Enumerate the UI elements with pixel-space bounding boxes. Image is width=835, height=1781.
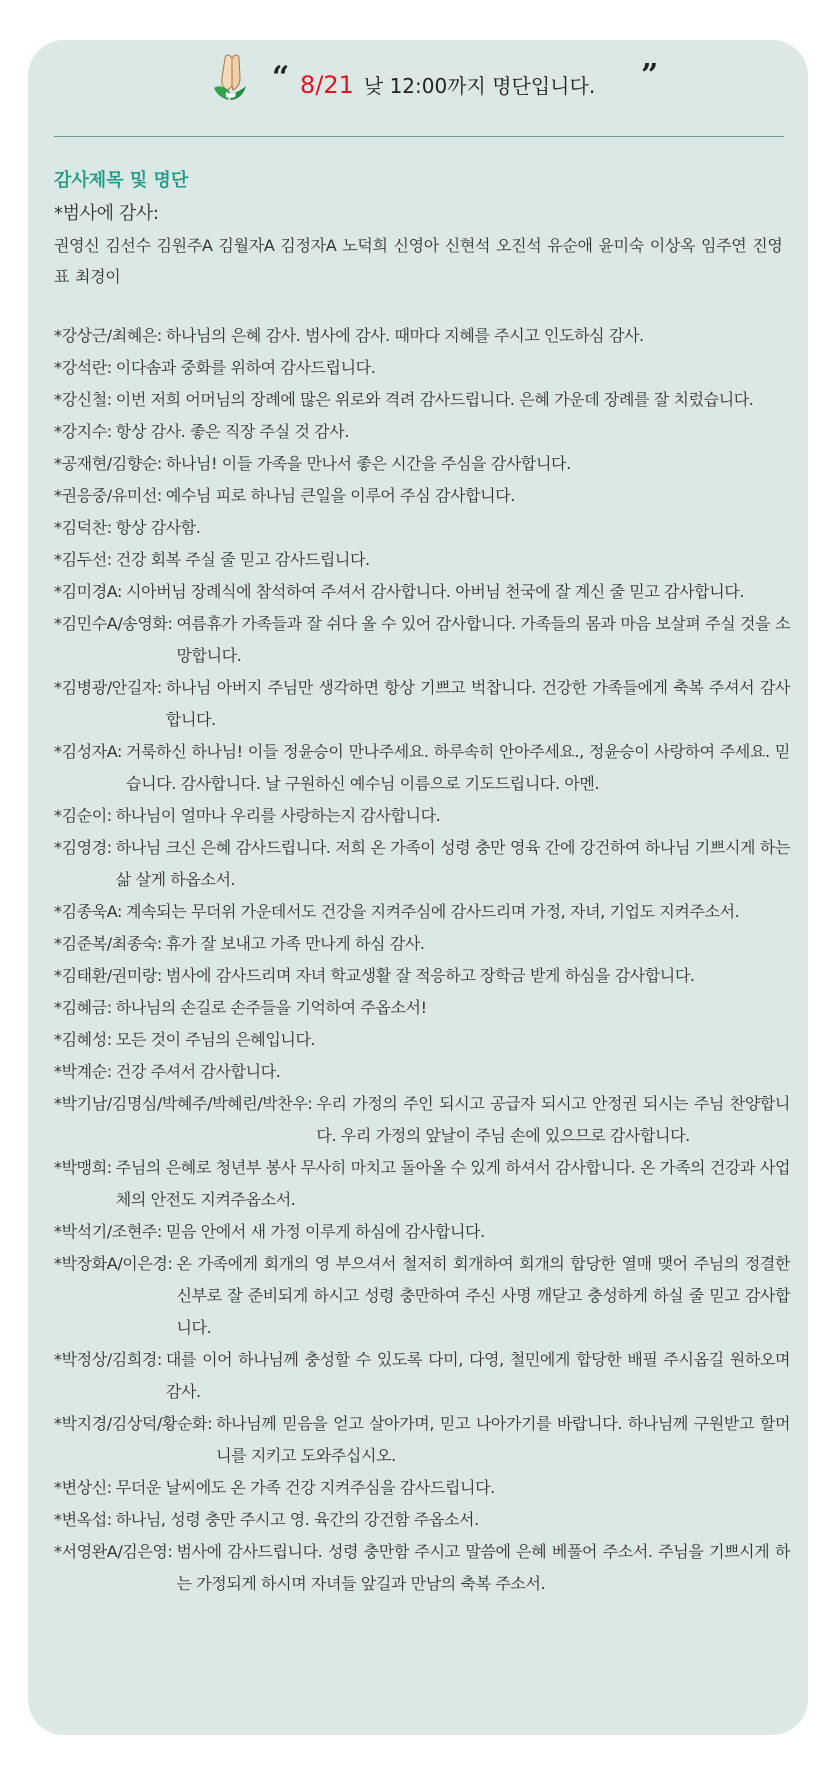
entry-text: 이번 저희 어머님의 장례에 많은 위로와 격려 감사드립니다. 은혜 가운데 장례를 잘 치렀습니다. bbox=[115, 390, 754, 409]
entry-text: 건강 회복 주실 줄 믿고 감사드립니다. bbox=[115, 550, 370, 569]
pastor-heading: *범사에 감사: bbox=[54, 203, 159, 224]
entry-name: *강석란: bbox=[54, 358, 112, 377]
list-item bbox=[54, 1152, 790, 1216]
entry-name: *박계순: bbox=[54, 1062, 112, 1081]
list-item bbox=[54, 1088, 790, 1152]
list-item bbox=[54, 608, 790, 672]
entry-text: 항상 감사함. bbox=[115, 518, 201, 537]
pastor-names: 권영신 김선수 김원주A 김월자A 김정자A 노덕희 신영아 신현석 오진석 유순애 윤미숙 이상옥 임주연 진영표 최경이 bbox=[54, 236, 783, 286]
list-item bbox=[54, 352, 790, 384]
entry-text: 하나님 크신 은혜 감사드립니다. 저희 온 가족이 성령 충만 영육 간에 강건하여 하나님 기쁘시게 하는 삶 살게 하옵소서. bbox=[115, 838, 790, 889]
entry-text: 하나님께 믿음을 얻고 살아가며, 믿고 나아가기를 바랍니다. 하나님께 구원받고 할머니를 지키고 도와주십시오. bbox=[216, 1414, 790, 1465]
entry-text: 주님의 은혜로 청년부 봉사 무사히 마치고 돌아올 수 있게 하셔서 감사합니다. 온 가족의 건강과 사업체의 안전도 지켜주옵소서. bbox=[115, 1158, 790, 1209]
entries-list bbox=[54, 320, 790, 1600]
list-item bbox=[54, 960, 790, 992]
entry-text: 하나님이 얼마나 우리를 사랑하는지 감사합니다. bbox=[115, 806, 441, 825]
list-item bbox=[54, 448, 790, 480]
list-item bbox=[54, 1408, 790, 1472]
entry-text: 휴가 잘 보내고 가족 만나게 하심 감사. bbox=[165, 934, 425, 953]
entry-name: *김순이: bbox=[54, 806, 112, 825]
list-item bbox=[54, 992, 790, 1024]
list-item bbox=[54, 1344, 790, 1408]
entry-text: 대를 이어 하나님께 충성할 수 있도록 다미, 다영, 철민에게 합당한 배필 주시옵길 원하오며 감사. bbox=[165, 1350, 790, 1401]
list-item bbox=[54, 1472, 790, 1504]
list-item bbox=[54, 800, 790, 832]
entry-text: 범사에 감사드립니다. 성령 충만함 주시고 말씀에 은혜 베풀어 주소서. 주님을 기쁘시게 하는 가정되게 하시며 자녀들 앞길과 만남의 축복 주소서. bbox=[176, 1542, 790, 1593]
entry-name: *김혜금: bbox=[54, 998, 112, 1017]
close-quote-mark: ” bbox=[641, 58, 659, 93]
entry-name: *김영경: bbox=[54, 838, 112, 857]
list-item bbox=[54, 928, 790, 960]
list-item bbox=[54, 1504, 790, 1536]
entry-name: *박석기/조현주: bbox=[54, 1222, 162, 1241]
praying-hands-icon bbox=[202, 48, 258, 104]
spacer bbox=[54, 292, 790, 320]
entry-text: 여름휴가 가족들과 잘 쉬다 올 수 있어 감사합니다. 가족들의 몸과 마음 보살펴 주실 것을 소망합니다. bbox=[176, 614, 790, 665]
entry-name: *강상근/최혜은: bbox=[54, 326, 162, 345]
list-item bbox=[54, 576, 790, 608]
entry-name: *변옥섭: bbox=[54, 1510, 112, 1529]
entry-text: 시아버님 장례식에 참석하여 주셔서 감사합니다. 아버님 천국에 잘 계신 줄 믿고 감사합니다. bbox=[126, 582, 745, 601]
entry-text: 이다솜과 중화를 위하여 감사드립니다. bbox=[115, 358, 376, 377]
entry-name: *김두선: bbox=[54, 550, 112, 569]
entry-name: *서영완A/김은영: bbox=[54, 1542, 173, 1561]
entry-name: *박맹희: bbox=[54, 1158, 112, 1177]
entry-name: *강신철: bbox=[54, 390, 112, 409]
entry-text: 건강 주셔서 감사합니다. bbox=[115, 1062, 281, 1081]
headline-date: 8/21 bbox=[300, 71, 354, 99]
content bbox=[54, 166, 790, 1600]
entry-text: 항상 감사. 좋은 직장 주실 것 감사. bbox=[115, 422, 349, 441]
entry-name: *강지수: bbox=[54, 422, 112, 441]
list-item bbox=[54, 384, 790, 416]
entry-text: 하나님! 이들 가족을 만나서 좋은 시간을 주심을 감사합니다. bbox=[165, 454, 571, 473]
entry-name: *박지경/김상덕/황순화: bbox=[54, 1414, 213, 1433]
headline bbox=[300, 70, 595, 99]
entry-name: *김종욱A: bbox=[54, 902, 123, 921]
list-item bbox=[54, 320, 790, 352]
entry-text: 우리 가정의 주인 되시고 공급자 되시고 안정권 되시는 주님 찬양합니다. 우리 가정의 앞날이 주님 손에 있으므로 감사합니다. bbox=[316, 1094, 790, 1145]
entry-text: 모든 것이 주님의 은혜입니다. bbox=[115, 1030, 316, 1049]
list-item bbox=[54, 1536, 790, 1600]
entry-name: *김준복/최종숙: bbox=[54, 934, 162, 953]
list-item bbox=[54, 1056, 790, 1088]
open-quote-mark: “ bbox=[272, 60, 290, 95]
entry-name: *김병광/안길자: bbox=[54, 678, 162, 697]
entry-name: *김미경A: bbox=[54, 582, 123, 601]
entry-name: *박기남/김명심/박혜주/박혜린/박찬우: bbox=[54, 1094, 313, 1113]
list-item bbox=[54, 832, 790, 896]
list-item bbox=[54, 1024, 790, 1056]
list-item bbox=[54, 1216, 790, 1248]
entry-name: *박장화A/이은경: bbox=[54, 1254, 173, 1273]
list-item bbox=[54, 896, 790, 928]
list-item bbox=[54, 480, 790, 512]
list-item bbox=[54, 736, 790, 800]
entry-name: *김성자A: bbox=[54, 742, 123, 761]
list-item bbox=[54, 1248, 790, 1344]
list-item bbox=[54, 672, 790, 736]
entry-text: 범사에 감사드리며 자녀 학교생활 잘 적응하고 장학금 받게 하심을 감사합니다. bbox=[165, 966, 695, 985]
entry-text: 계속되는 무더위 가운데서도 건강을 지켜주심에 감사드리며 가정, 자녀, 기업도 지켜주소서. bbox=[126, 902, 740, 921]
entry-name: *김민수A/송영화: bbox=[54, 614, 173, 633]
entry-name: *김혜성: bbox=[54, 1030, 112, 1049]
list-item bbox=[54, 512, 790, 544]
entry-name: *박정상/김희경: bbox=[54, 1350, 162, 1369]
entry-text: 하나님 아버지 주님만 생각하면 항상 기쁘고 벅찹니다. 건강한 가족들에게 축복 주셔서 감사합니다. bbox=[165, 678, 790, 729]
prayer-card bbox=[28, 40, 808, 1735]
section-title: 감사제목 및 명단 bbox=[54, 170, 189, 191]
entry-text: 하나님, 성령 충만 주시고 영. 육간의 강건함 주옵소서. bbox=[115, 1510, 479, 1529]
entry-text: 믿음 안에서 새 가정 이루게 하심에 감사합니다. bbox=[165, 1222, 485, 1241]
divider bbox=[54, 136, 784, 137]
entry-text: 하나님의 은혜 감사. 범사에 감사. 때마다 지혜를 주시고 인도하심 감사. bbox=[165, 326, 644, 345]
entry-text: 온 가족에게 회개의 영 부으셔서 철저히 회개하여 회개의 합당한 열매 맺어 주님의 정결한 신부로 잘 준비되게 하시고 성령 충만하여 주신 사명 깨닫고 충성하게 하실 줄 믿고 감사합니다. bbox=[176, 1254, 790, 1337]
entry-name: *김덕찬: bbox=[54, 518, 112, 537]
entry-name: *공재현/김향순: bbox=[54, 454, 162, 473]
header bbox=[28, 40, 808, 135]
list-item bbox=[54, 544, 790, 576]
headline-notice: 낮 12:00까지 명단입니다. bbox=[363, 74, 596, 98]
entry-text: 거룩하신 하나님! 이들 정윤승이 만나주세요. 하루속히 안아주세요., 정윤승이 사랑하여 주세요. 믿습니다. 감사합니다. 날 구원하신 예수님 이름으로 기도드립니다. 아멘. bbox=[126, 742, 790, 793]
entry-text: 무더운 날씨에도 온 가족 건강 지켜주심을 감사드립니다. bbox=[115, 1478, 495, 1497]
entry-text: 예수님 피로 하나님 큰일을 이루어 주심 감사합니다. bbox=[165, 486, 515, 505]
list-item bbox=[54, 416, 790, 448]
entry-text: 하나님의 손길로 손주들을 기억하여 주옵소서! bbox=[115, 998, 427, 1017]
entry-name: *권응중/유미선: bbox=[54, 486, 162, 505]
entry-name: *변상신: bbox=[54, 1478, 112, 1497]
entry-name: *김태환/권미랑: bbox=[54, 966, 162, 985]
